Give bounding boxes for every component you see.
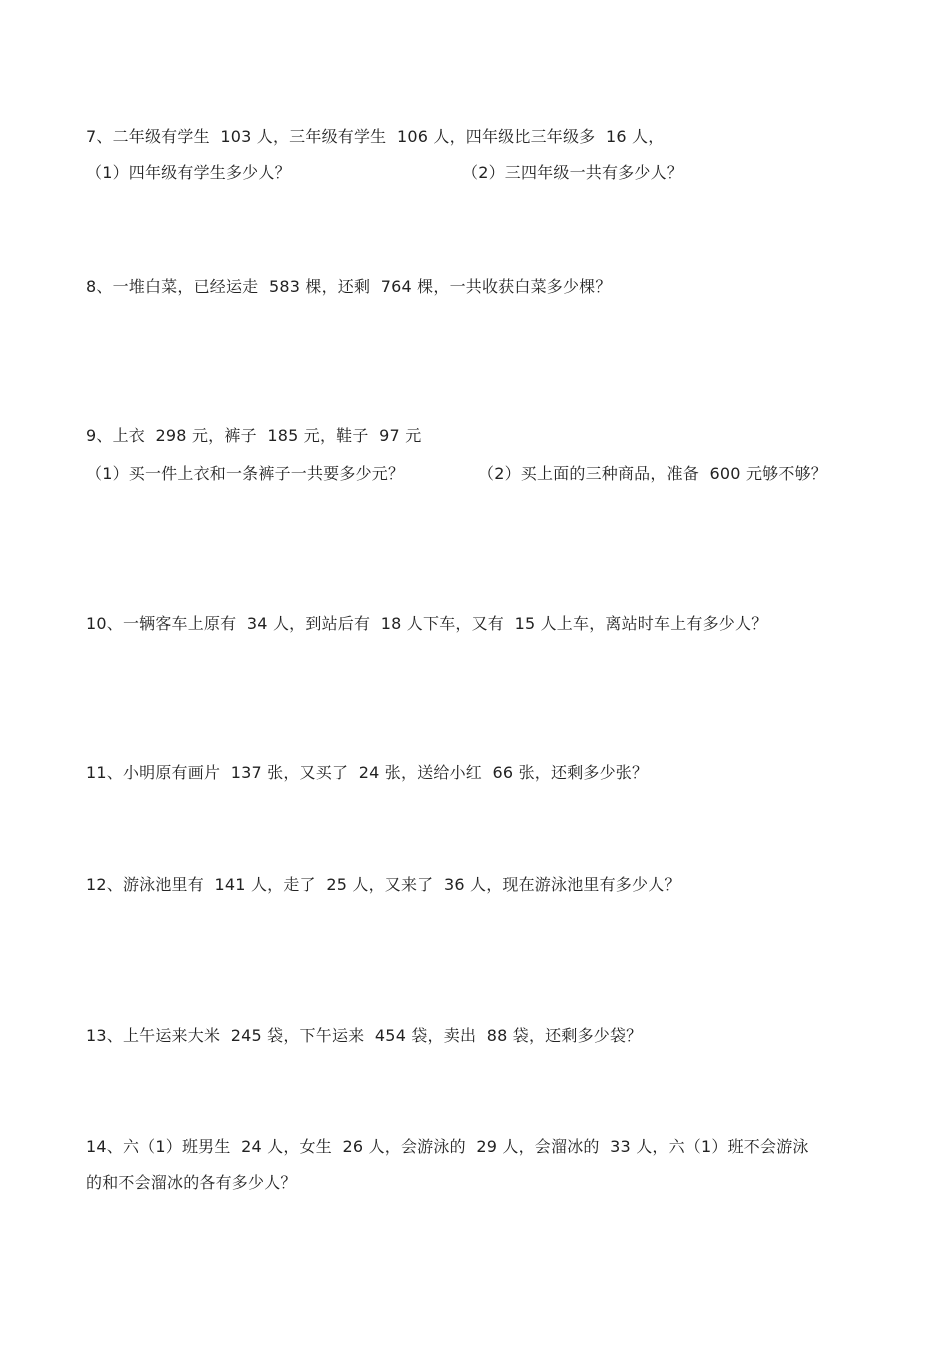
problem-8-stem: 8、一堆白菜，已经运走 583 棵，还剩 764 棵，一共收获白菜多少棵？ bbox=[86, 277, 612, 296]
problem-12-stem: 12、游泳池里有 141 人，走了 25 人，又来了 36 人，现在游泳池里有多少人？ bbox=[86, 875, 681, 894]
problem-10-stem: 10、一辆客车上原有 34 人，到站后有 18 人下车，又有 15 人上车，离站时车上有多少人？ bbox=[86, 614, 768, 633]
problem-7-stem: 7、二年级有学生 103 人，三年级有学生 106 人，四年级比三年级多 16 人， bbox=[86, 127, 665, 146]
problem-14-stem-line-2: 的和不会溜冰的各有多少人？ bbox=[86, 1173, 297, 1192]
problem-14-stem-line-1: 14、六（1）班男生 24 人，女生 26 人，会游泳的 29 人，会溜冰的 33 人，六（1）班不会游泳 bbox=[86, 1137, 809, 1156]
problem-13-stem: 13、上午运来大米 245 袋，下午运来 454 袋，卖出 88 袋，还剩多少袋？ bbox=[86, 1026, 643, 1045]
problem-7-question-2: （2）三四年级一共有多少人？ bbox=[462, 163, 683, 182]
problem-11-stem: 11、小明原有画片 137 张，又买了 24 张，送给小红 66 张，还剩多少张？ bbox=[86, 763, 649, 782]
problem-9-stem: 9、上衣 298 元，裤子 185 元，鞋子 97 元 bbox=[86, 426, 422, 445]
problem-7-question-1: （1）四年级有学生多少人？ bbox=[86, 163, 291, 182]
problem-9-question-1: （1）买一件上衣和一条裤子一共要多少元？ bbox=[86, 464, 405, 483]
problem-9-question-2: （2）买上面的三种商品，准备 600 元够不够？ bbox=[478, 464, 827, 483]
